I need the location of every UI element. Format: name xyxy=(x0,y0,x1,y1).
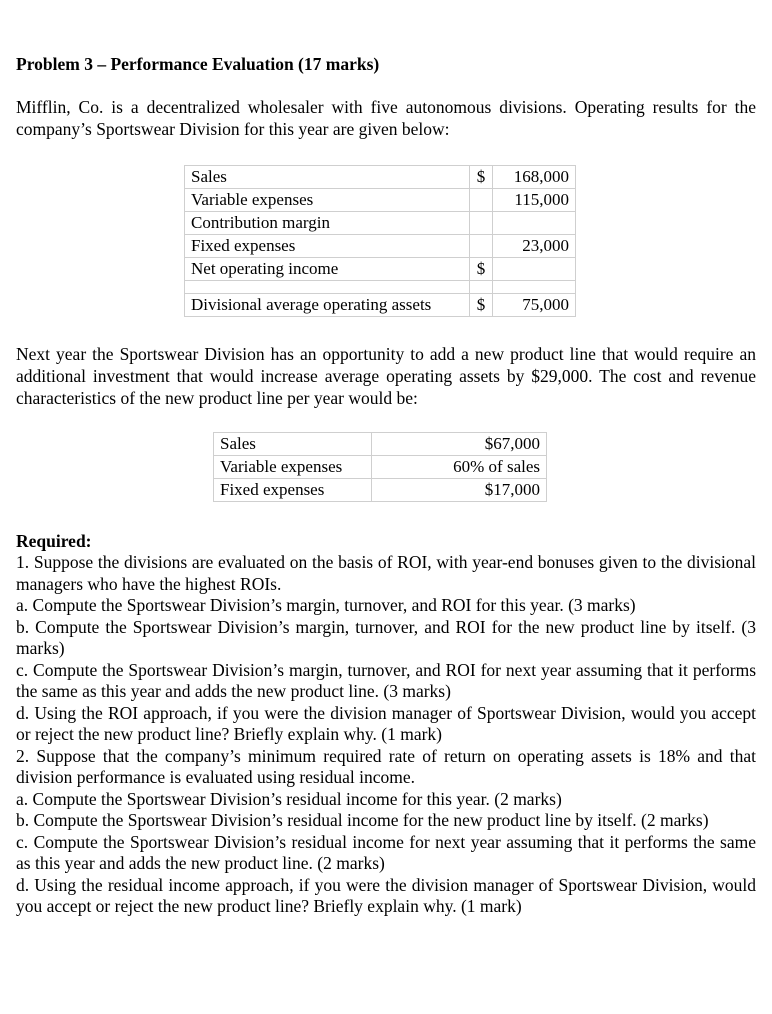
operating-results-table xyxy=(184,165,576,317)
question-2c: c. Compute the Sportswear Division’s residual income for next year assuming that it performs the same as this year and adds the new product line. (2 marks) xyxy=(16,831,756,873)
question-2a: a. Compute the Sportswear Division’s residual income for this year. (2 marks) xyxy=(16,788,562,809)
currency-symbol xyxy=(470,235,493,258)
table-row xyxy=(185,189,576,212)
intro-paragraph: Mifflin, Co. is a decentralized wholesaler with five autonomous divisions. Operating results for the company’s Sportswear Division for this year are given below: xyxy=(16,97,756,139)
currency-symbol: $ xyxy=(470,166,493,189)
row-value: 23,000 xyxy=(493,235,576,258)
row-label: Fixed expenses xyxy=(214,479,372,502)
table-row xyxy=(185,258,576,281)
question-1c: c. Compute the Sportswear Division’s margin, turnover, and ROI for next year assuming that it performs the same as this year and adds the new product line. (3 marks) xyxy=(16,659,756,701)
question-2d: d. Using the residual income approach, if you were the division manager of Sportswear Division, would you accept or reject the new product line? Briefly explain why. (1 mark) xyxy=(16,874,756,916)
table-row xyxy=(214,479,547,502)
row-value: 75,000 xyxy=(493,294,576,317)
row-value: 115,000 xyxy=(493,189,576,212)
currency-symbol xyxy=(470,189,493,212)
currency-symbol: $ xyxy=(470,294,493,317)
row-label: Sales xyxy=(214,433,372,456)
row-label: Divisional average operating assets xyxy=(185,294,470,317)
row-label: Contribution margin xyxy=(185,212,470,235)
row-value xyxy=(493,258,576,281)
required-heading: Required: xyxy=(16,531,92,551)
table-row xyxy=(185,166,576,189)
question-2b: b. Compute the Sportswear Division’s residual income for the new product line by itself. (2 marks) xyxy=(16,810,709,830)
row-label: Variable expenses xyxy=(214,456,372,479)
new-product-paragraph: Next year the Sportswear Division has an opportunity to add a new product line that would require an additional investment that would increase average operating assets by $29,000. The cost and revenue characteristics of the new product line per year would be: xyxy=(16,344,756,408)
table-row xyxy=(214,433,547,456)
table-row xyxy=(185,294,576,317)
currency-symbol xyxy=(470,212,493,235)
table-row xyxy=(214,456,547,479)
row-label: Net operating income xyxy=(185,258,470,281)
row-label: Variable expenses xyxy=(185,189,470,212)
table-row xyxy=(185,212,576,235)
question-1d: d. Using the ROI approach, if you were the division manager of Sportswear Division, would you accept or reject the new product line? Briefly explain why. (1 mark) xyxy=(16,702,756,744)
table-spacer-row xyxy=(185,281,576,294)
question-2: 2. Suppose that the company’s minimum required rate of return on operating assets is 18% and that division performance is evaluated using residual income. xyxy=(16,745,756,787)
question-1: 1. Suppose the divisions are evaluated on the basis of ROI, with year-end bonuses given to the divisional managers who have the highest ROIs. xyxy=(16,552,756,594)
row-value: $17,000 xyxy=(372,479,547,502)
problem-title: Problem 3 – Performance Evaluation (17 marks) xyxy=(16,54,380,74)
row-label: Sales xyxy=(185,166,470,189)
question-1a: a. Compute the Sportswear Division’s margin, turnover, and ROI for this year. (3 marks) xyxy=(16,595,636,615)
row-value: 168,000 xyxy=(493,166,576,189)
row-value: 60% of sales xyxy=(372,456,547,479)
question-1b: b. Compute the Sportswear Division’s margin, turnover, and ROI for the new product line by itself. (3 marks) xyxy=(16,616,756,658)
required-list xyxy=(16,552,756,918)
new-product-table xyxy=(213,432,547,502)
row-value: $67,000 xyxy=(372,433,547,456)
row-value xyxy=(493,212,576,235)
table-row xyxy=(185,235,576,258)
currency-symbol: $ xyxy=(470,258,493,281)
row-label: Fixed expenses xyxy=(185,235,470,258)
